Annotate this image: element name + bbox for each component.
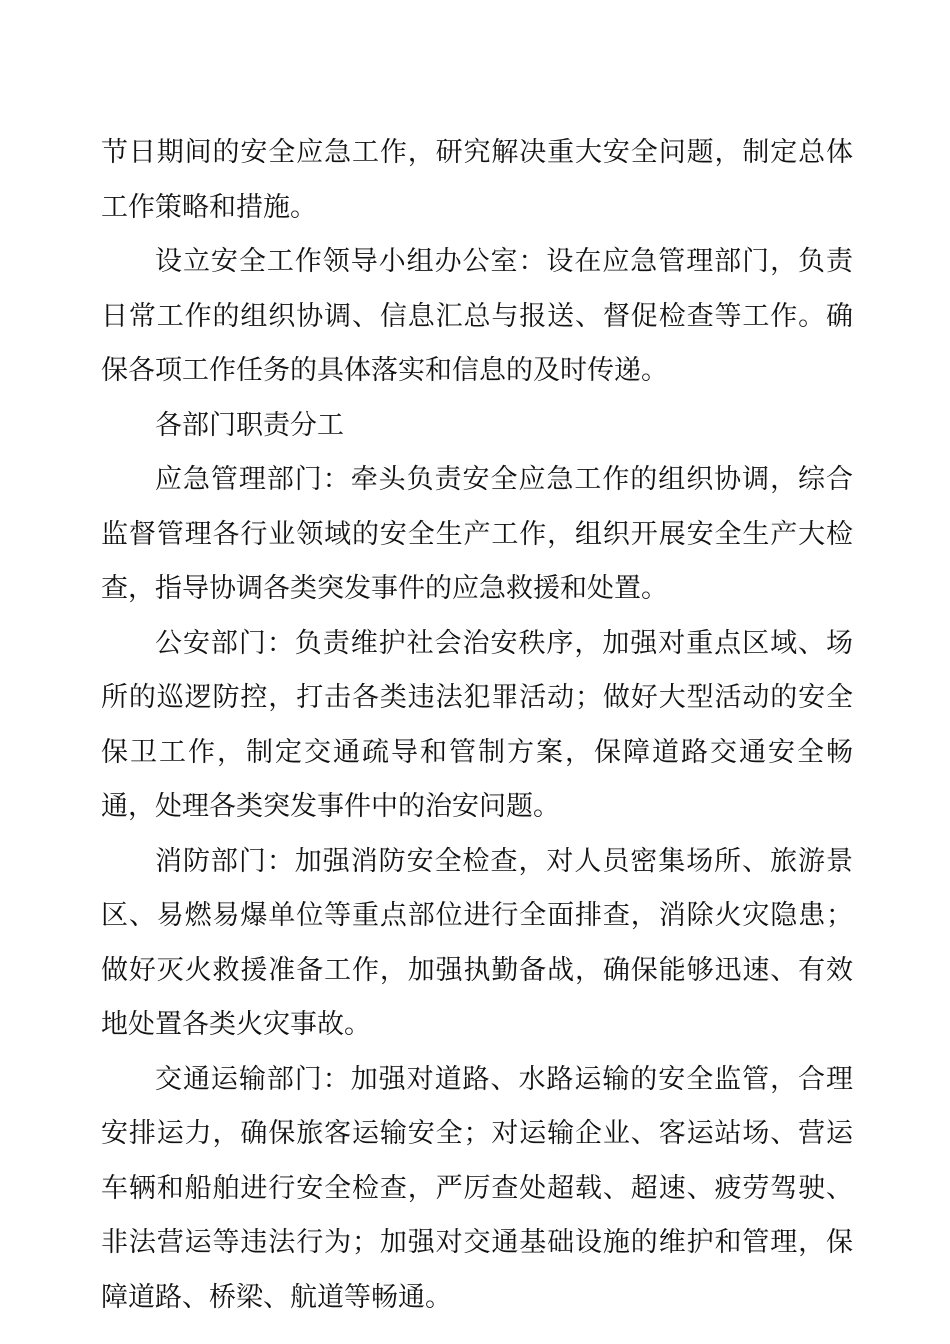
paragraph-continuation: 节日期间的安全应急工作，研究解决重大安全问题，制定总体工作策略和措施。	[101, 137, 853, 223]
paragraph-emergency-management: 应急管理部门：牵头负责安全应急工作的组织协调，综合监督管理各行业领域的安全生产工作，组织开展安全生产大检查，指导协调各类突发事件的应急救援和处置。	[101, 464, 853, 604]
document-body	[101, 126, 853, 1325]
paragraph-public-security: 公安部门：负责维护社会治安秩序，加强对重点区域、场所的巡逻防控，打击各类违法犯罪活动；做好大型活动的安全保卫工作，制定交通疏导和管制方案，保障道路交通安全畅通，处理各类突发事件中的治安问题。	[101, 627, 853, 822]
section-heading: 各部门职责分工	[155, 409, 344, 441]
paragraph-transportation: 交通运输部门：加强对道路、水路运输的安全监管，合理安排运力，确保旅客运输安全；对运输企业、客运站场、营运车辆和船舶进行安全检查，严厉查处超载、超速、疲劳驾驶、非法营运等违法行为；加强对交通基础设施的维护和管理，保障道路、桥梁、航道等畅通。	[101, 1063, 853, 1313]
paragraph-office: 设立安全工作领导小组办公室：设在应急管理部门，负责日常工作的组织协调、信息汇总与报送、督促检查等工作。确保各项工作任务的具体落实和信息的及时传递。	[101, 246, 853, 386]
paragraph-fire-department: 消防部门：加强消防安全检查，对人员密集场所、旅游景区、易燃易爆单位等重点部位进行全面排查，消除火灾隐患；做好灭火救援准备工作，加强执勤备战，确保能够迅速、有效地处置各类火灾事故。	[101, 845, 853, 1040]
